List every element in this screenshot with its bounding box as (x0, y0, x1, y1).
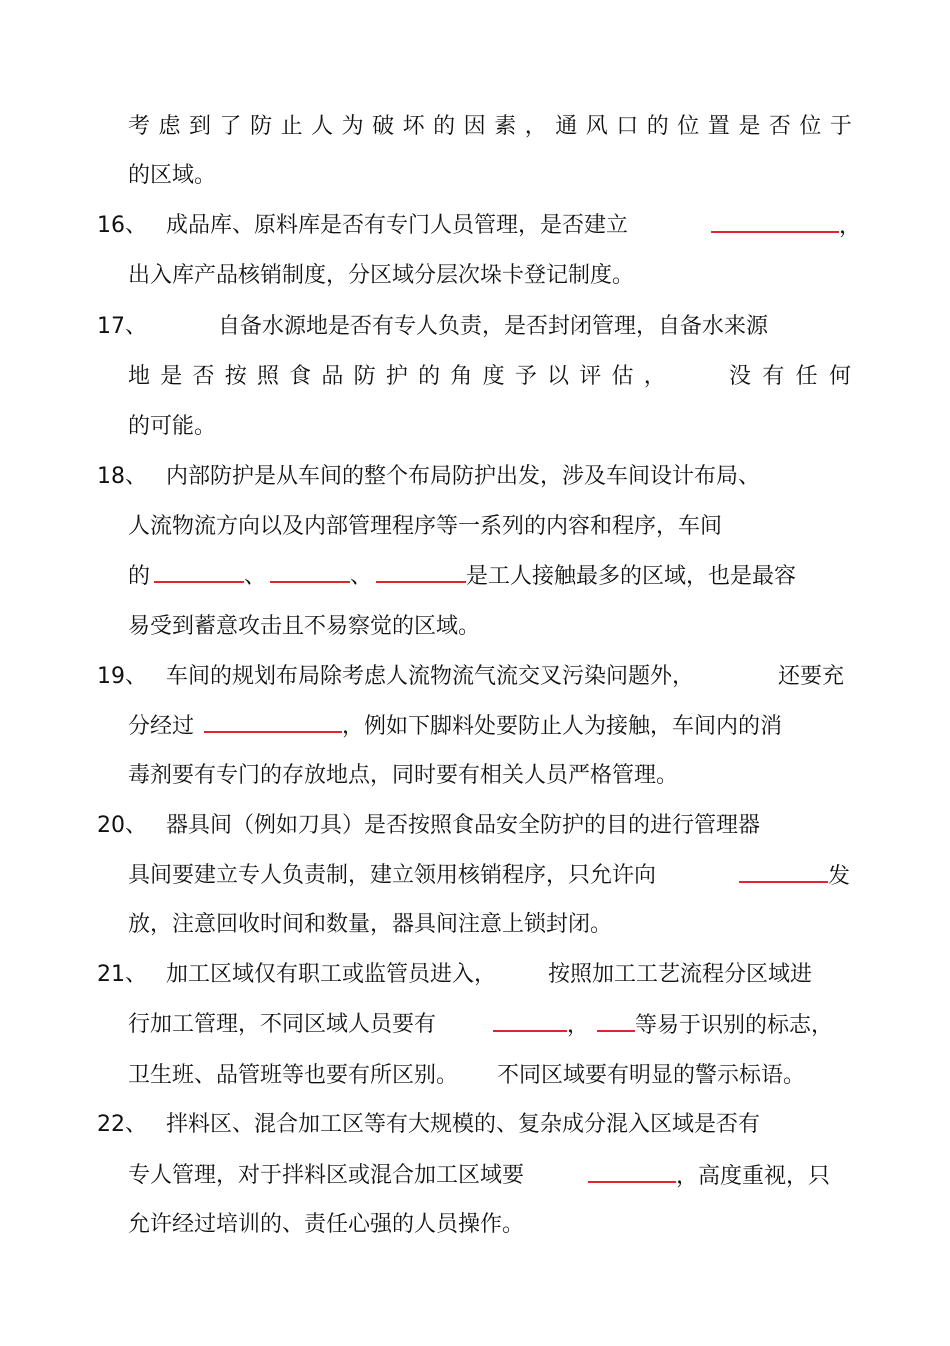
p15-text-1-char: 置 (707, 114, 730, 139)
q18-line-4: 易受到蓄意攻击且不易察觉的区域。 (128, 614, 481, 639)
q22-line-1: 拌料区、混合加工区等有大规模的、复杂成分混入区域是否有 (166, 1112, 761, 1137)
q17-text-2a-char: 照 (256, 364, 279, 389)
q16-line-1-end: ， (839, 214, 862, 239)
q20-blank-row (739, 859, 850, 893)
p15-text-1-char: 破 (372, 114, 395, 139)
p15-text-1-char: ， (524, 114, 547, 139)
p15-text-1-char: 否 (768, 114, 791, 139)
q21-sep: ， (567, 1013, 590, 1038)
p15-text-1-char: 为 (341, 114, 364, 139)
q16-line-1: 成品库、原料库是否有专门人员管理，是否建立 (166, 213, 629, 238)
q21-answer-blank-2[interactable] (597, 1008, 635, 1032)
q17-text-2a-char: 以 (547, 364, 570, 389)
q18-line-1: 内部防护是从车间的整个布局防护出发，涉及车间设计布局、 (166, 464, 761, 489)
q17-text-2a-char: 角 (450, 364, 473, 389)
q16-number: 16、 (97, 213, 147, 238)
q17-text-2a-char: 予 (514, 364, 537, 389)
p15-text-1-char: 考 (128, 114, 151, 139)
q17-text-2b-char: 有 (762, 364, 785, 389)
q20-answer-blank[interactable] (739, 859, 828, 883)
q17-text-2a-char: ， (643, 364, 666, 389)
q21-blank-row (493, 1008, 833, 1042)
q18-line-2: 人流物流方向以及内部管理程序等一系列的内容和程序，车间 (128, 514, 723, 539)
p15-text-1-char: 防 (250, 114, 273, 139)
q19-line-2-start: 分经过 (128, 714, 195, 739)
q21-line-1b: 按照加工工艺流程分区域进 (548, 962, 813, 987)
q17-text-2a-char: 防 (353, 364, 376, 389)
q17-line-2a (128, 360, 666, 394)
p15-text-1-char: 到 (189, 114, 212, 139)
p15-text-1-char: 虑 (158, 114, 181, 139)
p15-text-1-char: 了 (219, 114, 242, 139)
p15-text-1-char: 风 (585, 114, 608, 139)
q22-line-2-start: 专人管理，对于拌料区或混合加工区域要 (128, 1163, 525, 1188)
p15-text-1-char: 因 (463, 114, 486, 139)
q22-number: 22、 (97, 1112, 147, 1137)
q22-blank-row (588, 1159, 830, 1193)
q17-text-2a-char: 评 (579, 364, 602, 389)
q17-text-2b-char: 没 (729, 364, 752, 389)
q17-text-2b-char: 任 (795, 364, 818, 389)
q17-line-1: 自备水源地是否有专人负责，是否封闭管理，自备水来源 (218, 314, 769, 339)
q17-text-2a-char: 护 (385, 364, 408, 389)
p15-text-1-char: 位 (799, 114, 822, 139)
q22-line-3: 允许经过培训的、责任心强的人员操作。 (128, 1212, 525, 1237)
q17-text-2b-char: 何 (828, 364, 851, 389)
q20-number: 20、 (97, 813, 147, 838)
q19-line-1a: 车间的规划布局除考虑人流物流气流交叉污染问题外， (166, 664, 695, 689)
q21-number: 21、 (97, 962, 147, 987)
q20-line-2-end: 发 (828, 864, 851, 889)
p15-line-1 (128, 110, 852, 144)
q22-answer-blank[interactable] (588, 1159, 676, 1183)
q18-line-3-end: 是工人接触最多的区域，也是最容 (466, 564, 797, 589)
q16-answer-blank[interactable] (711, 209, 839, 233)
q17-line-2b (729, 360, 851, 394)
q18-line-3-start: 的 (128, 564, 151, 589)
q17-number: 17、 (97, 314, 147, 339)
p15-text-1-char: 的 (433, 114, 456, 139)
q20-line-2-start: 具间要建立专人负责制，建立领用核销程序，只允许向 (128, 863, 657, 888)
q17-text-2a-char: 食 (289, 364, 312, 389)
q19-line-3: 毒剂要有专门的存放地点，同时要有相关人员严格管理。 (128, 763, 679, 788)
q22-line-2-end: ，高度重视，只 (676, 1164, 831, 1189)
q21-line-2-end: 等易于识别的标志， (635, 1013, 834, 1038)
q18-answer-blank-3[interactable] (376, 559, 466, 583)
q18-sep-1: 、 (244, 564, 267, 589)
q19-line-2 (128, 709, 782, 743)
q18-number: 18、 (97, 464, 147, 489)
q17-text-2a-char: 否 (192, 364, 215, 389)
q17-text-2a-char: 按 (224, 364, 247, 389)
q17-text-2a-char: 品 (321, 364, 344, 389)
p15-text-1-char: 于 (829, 114, 852, 139)
q21-line-1a: 加工区域仅有职工或监管员进入， (166, 962, 497, 987)
p15-text-1-char: 通 (555, 114, 578, 139)
q19-line-2-end: ，例如下脚料处要防止人为接触，车间内的消 (342, 714, 783, 739)
p15-text-1-char: 位 (677, 114, 700, 139)
q19-line-1b: 还要充 (778, 664, 845, 689)
q18-line-3 (128, 559, 796, 593)
q21-line-3b: 不同区域要有明显的警示标语。 (497, 1063, 806, 1088)
p15-text-1-char: 是 (738, 114, 761, 139)
p15-text-1-char: 人 (311, 114, 334, 139)
q17-text-2a-char: 度 (482, 364, 505, 389)
q17-text-2a-char: 估 (611, 364, 634, 389)
q20-line-3: 放，注意回收时间和数量，器具间注意上锁封闭。 (128, 912, 613, 937)
q16-blank-row (711, 209, 861, 243)
q20-line-1: 器具间（例如刀具）是否按照食品安全防护的目的进行管理器 (166, 813, 761, 838)
q21-line-3a: 卫生班、品管班等也要有所区别。 (128, 1063, 459, 1088)
q17-text-2a-char: 地 (128, 364, 151, 389)
q16-line-2: 出入库产品核销制度，分区域分层次垛卡登记制度。 (128, 263, 635, 288)
p15-text-1-char: 止 (280, 114, 303, 139)
q21-line-2-start: 行加工管理，不同区域人员要有 (128, 1012, 437, 1037)
p15-line-2: 的区域。 (128, 163, 217, 188)
p15-text-1-char: 的 (646, 114, 669, 139)
p15-text-1-char: 口 (616, 114, 639, 139)
q17-text-2a-char: 的 (418, 364, 441, 389)
p15-text-1-char: 素 (494, 114, 517, 139)
q19-answer-blank[interactable] (204, 709, 342, 733)
q21-answer-blank-1[interactable] (493, 1008, 567, 1032)
q17-line-3: 的可能。 (128, 414, 217, 439)
p15-text-1-char: 坏 (402, 114, 425, 139)
q18-answer-blank-1[interactable] (154, 559, 244, 583)
q17-text-2a-char: 是 (160, 364, 183, 389)
q19-number: 19、 (97, 664, 147, 689)
q18-answer-blank-2[interactable] (270, 559, 350, 583)
q18-sep-2: 、 (350, 564, 373, 589)
